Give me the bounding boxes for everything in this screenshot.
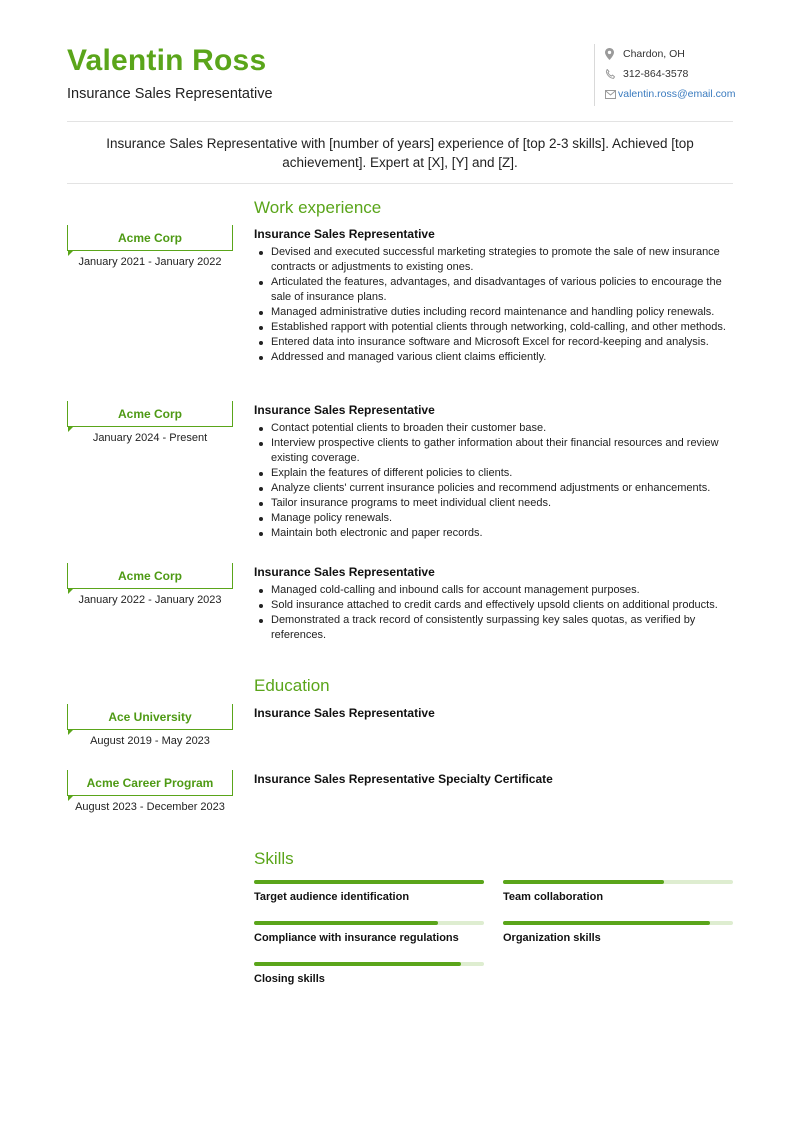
list-item: Established rapport with potential clients through networking, cold-calling, and other methods. — [254, 320, 733, 335]
list-item: Explain the features of different policies to clients. — [254, 466, 733, 481]
skill-label: Target audience identification — [254, 891, 410, 903]
skill-item — [503, 921, 733, 944]
skill-label: Organization skills — [503, 932, 601, 944]
envelope-icon — [605, 87, 616, 101]
list-item: Tailor insurance programs to meet individual client needs. — [254, 496, 733, 511]
candidate-role: Insurance Sales Representative — [67, 86, 273, 102]
contact-location — [605, 44, 734, 64]
list-item: Interview prospective clients to gather information about their financial resources and review existing coverage. — [254, 436, 733, 466]
list-item: Sold insurance attached to credit cards and effectively upsold clients on additional products. — [254, 598, 733, 613]
job-details — [254, 563, 733, 643]
employer-tag — [67, 225, 233, 251]
job-details — [254, 225, 733, 365]
school-tag — [67, 704, 233, 730]
list-item: Articulated the features, advantages, and disadvantages of various policies to encourage the sale of insurance plans. — [254, 275, 733, 305]
job-title: Insurance Sales Representative — [254, 227, 435, 241]
skill-level-bar — [503, 880, 733, 884]
header-divider — [67, 121, 733, 122]
skill-item — [254, 962, 484, 985]
employer-name: Acme Corp — [117, 230, 182, 245]
contact-email[interactable] — [605, 84, 734, 104]
skill-item — [254, 921, 484, 944]
phone-text: 312-864-3578 — [623, 68, 689, 80]
school-name: Ace University — [108, 709, 192, 724]
job-bullets — [254, 583, 733, 643]
skill-level-fill — [254, 962, 461, 966]
skill-label: Team collaboration — [503, 891, 604, 903]
job-bullets — [254, 421, 733, 541]
school-name: Acme Career Program — [86, 775, 214, 790]
list-item: Devised and executed successful marketing strategies to promote the sale of new insurance contracts or adjustments to existing ones. — [254, 245, 733, 275]
employment-dates: January 2021 - January 2022 — [78, 256, 222, 268]
list-item: Contact potential clients to broaden their customer base. — [254, 421, 733, 436]
list-item: Analyze clients' current insurance policies and recommend adjustments or enhancements. — [254, 481, 733, 496]
skill-label: Closing skills — [254, 973, 325, 985]
skill-item — [254, 880, 484, 903]
job-details — [254, 401, 733, 541]
map-pin-icon — [605, 47, 621, 61]
resume-header — [67, 44, 736, 114]
summary-divider — [67, 183, 733, 184]
candidate-name: Valentin Ross — [67, 44, 267, 77]
skill-item — [503, 880, 733, 903]
list-item: Addressed and managed various client claims efficiently. — [254, 350, 733, 365]
skill-level-fill — [503, 880, 664, 884]
employment-dates: January 2022 - January 2023 — [78, 594, 222, 606]
list-item: Managed administrative duties including record maintenance and handling policy renewals. — [254, 305, 733, 320]
job-title: Insurance Sales Representative — [254, 403, 435, 417]
list-item: Demonstrated a track record of consistently surpassing key sales quotas, as verified by references. — [254, 613, 733, 643]
education-dates: August 2019 - May 2023 — [90, 735, 210, 747]
list-item: Maintain both electronic and paper records. — [254, 526, 733, 541]
skill-level-bar — [254, 921, 484, 925]
skill-level-fill — [503, 921, 710, 925]
degree-details — [254, 704, 733, 722]
location-text: Chardon, OH — [623, 48, 685, 60]
education-dates: August 2023 - December 2023 — [75, 801, 225, 813]
contact-phone — [605, 64, 734, 84]
employer-name: Acme Corp — [117, 406, 182, 421]
job-bullets — [254, 245, 733, 365]
skill-level-bar — [254, 880, 484, 884]
degree-title: Insurance Sales Representative Specialty Certificate — [254, 772, 553, 786]
skill-level-fill — [254, 880, 484, 884]
skill-level-bar — [254, 962, 484, 966]
summary-text: Insurance Sales Representative with [number of years] experience of [top 2-3 skills]. Achieved [top achievement]. Expert at [X], [Y] and [Z]. — [106, 136, 694, 170]
contact-block — [594, 44, 734, 106]
section-title-education: Education — [254, 676, 330, 695]
skill-level-bar — [503, 921, 733, 925]
skill-label: Compliance with insurance regulations — [254, 932, 459, 944]
job-title: Insurance Sales Representative — [254, 565, 435, 579]
degree-title: Insurance Sales Representative — [254, 706, 435, 720]
phone-icon — [605, 67, 621, 81]
list-item: Manage policy renewals. — [254, 511, 733, 526]
school-tag — [67, 770, 233, 796]
degree-details — [254, 770, 733, 788]
email-link[interactable]: valentin.ross@email.com — [618, 88, 736, 100]
employer-tag — [67, 401, 233, 427]
section-title-skills: Skills — [254, 849, 294, 868]
employer-name: Acme Corp — [117, 568, 182, 583]
employment-dates: January 2024 - Present — [92, 432, 208, 444]
list-item: Entered data into insurance software and Microsoft Excel for record-keeping and analysis. — [254, 335, 733, 350]
skill-level-fill — [254, 921, 438, 925]
employer-tag — [67, 563, 233, 589]
section-title-work: Work experience — [254, 198, 382, 217]
list-item: Managed cold-calling and inbound calls for account management purposes. — [254, 583, 733, 598]
